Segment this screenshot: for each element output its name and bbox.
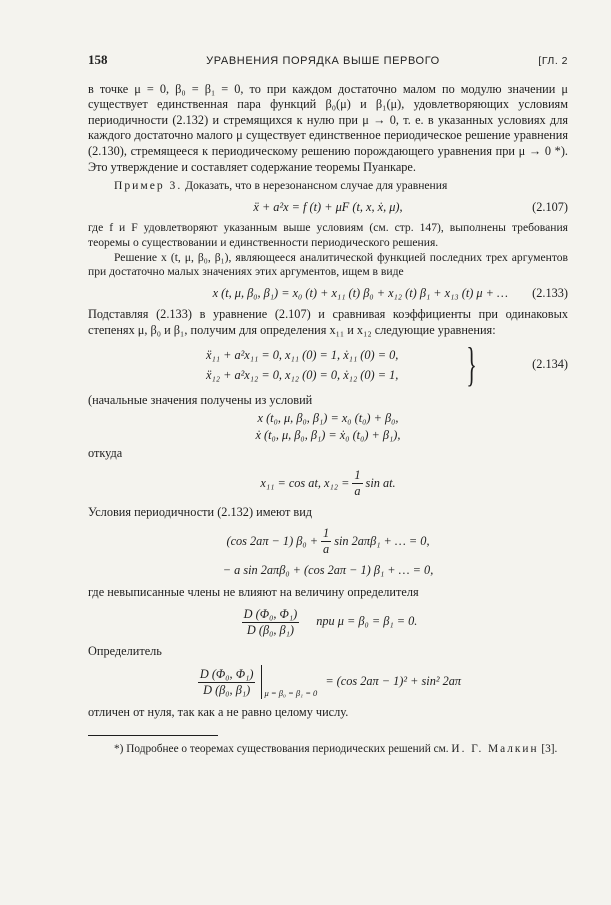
page-header (88, 52, 568, 70)
solution-fraction-den: a (354, 483, 361, 498)
equation-2107-number: (2.107) (532, 199, 568, 214)
periodicity-equation-2 (88, 563, 568, 579)
equation-2134-row-2: ẍ₁₂ + a²x₁₂ = 0, x₁₂ (0) = 0, ẋ₁₂ (0) = 1, (206, 367, 399, 382)
paragraph-determinant: Определитель (88, 643, 162, 658)
footnote-text: *) Подробнее о теоремах существования периодических решений см. (114, 742, 449, 755)
determinant-right: = (cos 2aπ − 1)² + sin² 2aπ (325, 674, 462, 689)
paragraph-initial-values: (начальные значения получены из условий (88, 392, 313, 407)
equation-2107-body: ẍ + a²x = f (t) + μF (t, x, ẋ, μ), (253, 199, 403, 214)
equation-2134 (88, 337, 568, 391)
solution-equation (88, 468, 568, 499)
equation-2134-row-1: ẍ₁₁ + a²x₁₁ = 0, x₁₁ (0) = 1, ẋ₁₁ (0) = 0, (206, 347, 399, 362)
equation-2134-number: (2.134) (532, 356, 568, 371)
page-number: 158 (88, 52, 108, 67)
initial-condition-2-body: ẋ (t₀, μ, β₀, β₁) = ẋ₀ (t₀) + β₁), (255, 427, 401, 442)
paragraph-substitution: Подставляя (2.133) в уравнение (2.107) и сравнивая коэффициенты при одинаковых степенях μ, β₀ и β₁, получим для определения x₁₁ и x₁₂ следующие уравнения: (88, 307, 568, 337)
determinant-fraction (198, 667, 256, 698)
jacobian-num: D (Φ₀, Φ₁) (243, 606, 298, 621)
solution-fraction-num: 1 (354, 467, 361, 482)
paragraph-poincare: в точке μ = 0, β₀ = β₁ = 0, то при каждом достаточно малом по модулю значении μ существует единственная пара функций β₀(μ) и β₁(μ), удовлетворяющих условиям периодичности (2.132) и стремящихся к нулю при μ → 0, т. е. в указанных условиях для каждого достаточно малого μ существует единственное периодическое решение уравнения (2.130), стремящееся к периодическому решению порождающего уравнения при μ → 0 *). Это утверждение и составляет содержание теоремы Пуанкаре. (88, 81, 568, 174)
jacobian-den: D (β₀, β₁) (246, 622, 294, 637)
initial-condition-2 (88, 428, 568, 444)
periodicity-2-body: − a sin 2aπβ₀ + (cos 2aπ − 1) β₁ + … = 0, (222, 563, 434, 578)
example-3 (88, 179, 568, 194)
paragraph-unwritten-terms: где невыписанные члены не влияют на величину определителя (88, 585, 419, 600)
footnote-separator (88, 735, 218, 736)
paragraph-whence: откуда (88, 446, 123, 461)
solution-fraction (352, 468, 362, 499)
footnote-reference: [3]. (541, 742, 558, 755)
periodicity-fraction-den: a (323, 542, 330, 557)
periodicity-fraction-num: 1 (323, 526, 330, 541)
chapter-label: [ГЛ. 2 (538, 55, 568, 67)
determinant-den: D (β₀, β₁) (203, 682, 251, 697)
initial-condition-1 (88, 411, 568, 427)
paragraph-conditions: где f и F удовлетворяют указанным выше условиям (см. стр. 147), выполнены требования теоремы о существовании и единственности периодического решения. (88, 221, 568, 249)
evaluation-subscript: μ = β₀ = β₁ = 0 (264, 688, 318, 699)
equation-2133 (88, 286, 568, 302)
equation-2107 (88, 200, 568, 216)
paragraph-nonzero: отличен от нуля, так как a не равно целому числу. (88, 705, 349, 720)
running-title: УРАВНЕНИЯ ПОРЯДКА ВЫШЕ ПЕРВОГО (206, 55, 440, 67)
evaluation-bar (261, 665, 262, 699)
equation-2133-number: (2.133) (532, 285, 568, 300)
periodicity-fraction (321, 526, 331, 557)
example-label: Пример 3. (114, 179, 183, 193)
right-brace: } (466, 337, 477, 391)
footnote (88, 742, 568, 756)
example-text: Доказать, что в нерезонансном случае для уравнения (185, 179, 448, 193)
solution-right: sin at. (365, 475, 396, 490)
footnote-author: И. Г. Малкин (451, 742, 539, 755)
jacobian-expression (88, 607, 568, 638)
periodicity-equation-1 (88, 526, 568, 557)
determinant-num: D (Φ₀, Φ₁) (199, 666, 254, 681)
determinant-equation (88, 665, 568, 699)
jacobian-fraction (242, 607, 300, 638)
periodicity-1-right: sin 2aπβ₁ + … = 0, (334, 534, 430, 549)
book-page (88, 52, 568, 756)
paragraph-solution: Решение x (t, μ, β₀, β₁), являющееся аналитической функцией последних трех аргументов при достаточно малых значениях этих аргументов, ищем в виде (88, 250, 568, 279)
periodicity-1-left: (cos 2aπ − 1) β₀ + (226, 534, 319, 549)
solution-left: x₁₁ = cos at, x₁₂ = (260, 475, 350, 490)
paragraph-periodicity: Условия периодичности (2.132) имеют вид (88, 504, 313, 519)
equation-2133-body: x (t, μ, β₀, β₁) = x₀ (t) + x₁₁ (t) β₀ + x₁₂ (t) β₁ + x₁₃ (t) μ + … (212, 285, 508, 300)
initial-condition-1-body: x (t₀, μ, β₀, β₁) = x₀ (t₀) + β₀, (257, 411, 399, 426)
jacobian-condition: при μ = β₀ = β₁ = 0. (316, 614, 418, 629)
